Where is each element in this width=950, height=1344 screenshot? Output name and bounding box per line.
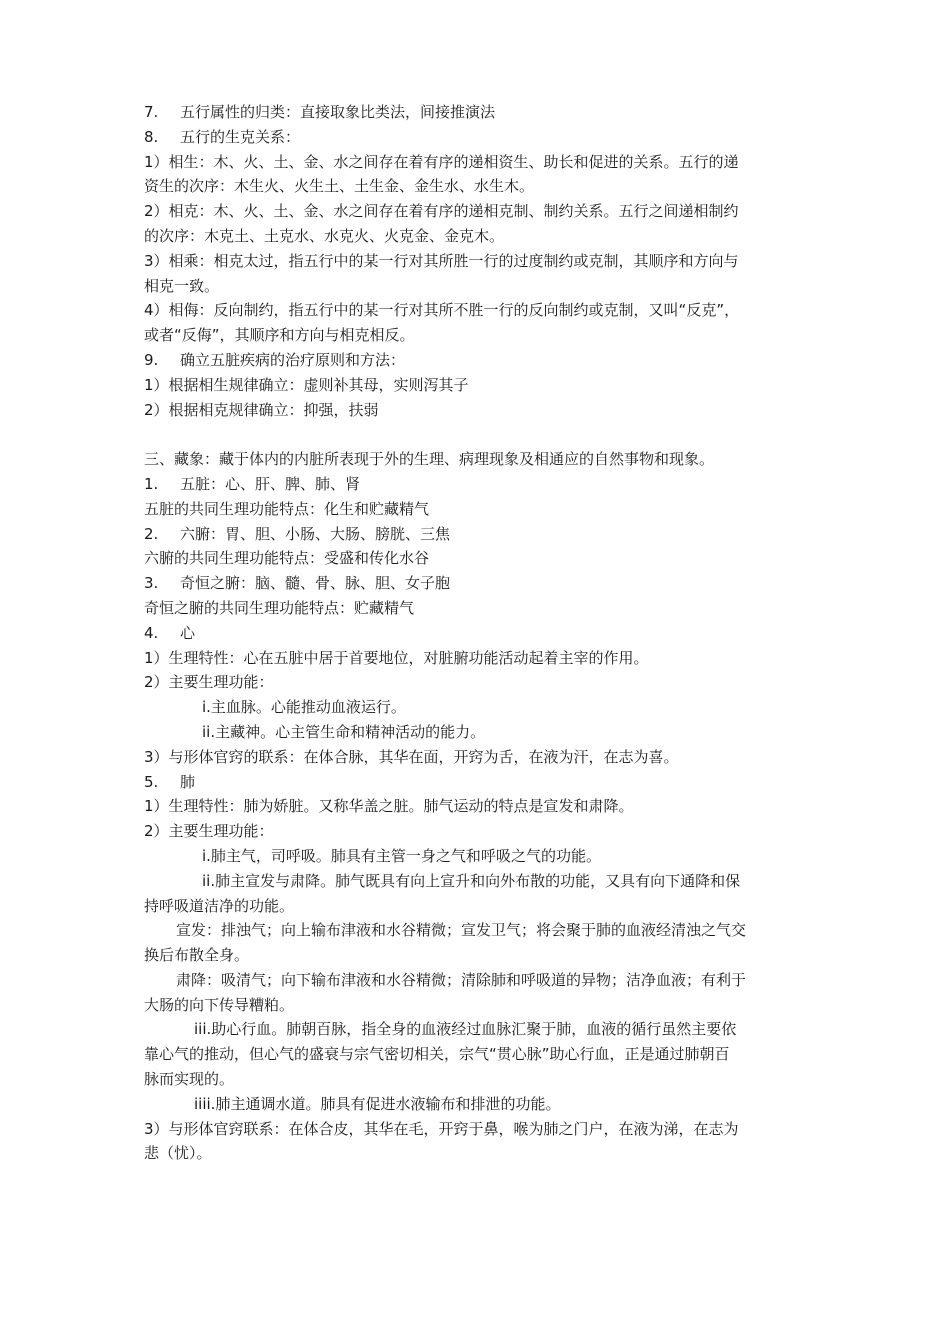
sub-item: ii.主藏神。心主管生命和精神活动的能力。 — [202, 722, 486, 741]
text-line: 相克一致。 — [144, 276, 220, 295]
text-line: 4）相侮：反向制约，指五行中的某一行对其所不胜一行的反向制约或克制，又叫“反克”， — [144, 301, 740, 320]
text-line: 3）与形体官窍联系：在体合皮，其华在毛，开窍于鼻，喉为肺之门户，在液为涕，在志为 — [144, 1119, 739, 1138]
item-text: 五行属性的归类：直接取象比类法，间接推演法 — [180, 103, 496, 121]
text-line: 1）生理特性：心在五脏中居于首要地位，对脏腑功能活动起着主宰的作用。 — [144, 648, 649, 667]
item-number: 3. — [144, 574, 159, 593]
document-page — [144, 100, 816, 1166]
item-text: 五行的生克关系： — [180, 127, 301, 146]
text-line: 奇恒之腑的共同生理功能特点：贮藏精气 — [144, 598, 415, 617]
text-line: 3）与形体官窍的联系：在体合脉，其华在面，开窍为舌，在液为汗，在志为喜。 — [144, 747, 679, 766]
item-number: 9. — [144, 350, 159, 369]
sub-item: iii.助心行血。肺朝百脉，指全身的血液经过血脉汇聚于肺，血液的循行虽然主要依 — [194, 1020, 737, 1039]
item-8 — [144, 125, 816, 150]
text-line: 肃降：吸清气；向下输布津液和水谷精微；清除肺和呼吸道的异物；洁净血液；有利于 — [176, 970, 747, 989]
item-text: 心 — [180, 623, 196, 642]
text-line: 大肠的向下传导糟粕。 — [144, 995, 295, 1014]
item-number: 7. — [144, 103, 159, 121]
text-line: 1）相生：木、火、土、金、水之间存在着有序的递相资生、助长和促进的关系。五行的递 — [144, 152, 739, 171]
item-number: 2. — [144, 524, 159, 543]
item-text: 确立五脏疾病的治疗原则和方法： — [180, 350, 406, 369]
text-line: 1）生理特性：肺为娇脏。又称华盖之脏。肺气运动的特点是宣发和肃降。 — [144, 797, 634, 816]
section-title: 三、藏象：藏于体内的内脏所表现于外的生理、病理现象及相通应的自然事物和现象。 — [144, 450, 715, 469]
item-text: 肺 — [180, 772, 196, 791]
text-line: 的次序：木克土、土克水、水克火、火克金、金克木。 — [144, 226, 505, 245]
item-text: 奇恒之腑：脑、髓、骨、脉、胆、女子胞 — [180, 574, 451, 593]
text-line: 或者“反侮”，其顺序和方向与相克相反。 — [144, 326, 415, 345]
text-line: 脉而实现的。 — [144, 1070, 235, 1089]
sub-item: i.主血脉。心能推动血液运行。 — [202, 698, 406, 717]
item-5 — [144, 770, 816, 795]
item-number: 1. — [144, 474, 159, 493]
sub-item: i.肺主气，司呼吸。肺具有主管一身之气和呼吸之气的功能。 — [202, 846, 601, 865]
item-7 — [144, 100, 816, 125]
item-1 — [144, 472, 816, 497]
text-line: 3）相乘：相克太过，指五行中的某一行对其所胜一行的过度制约或克制，其顺序和方向与 — [144, 251, 739, 270]
text-line: 资生的次序：木生火、火生土、土生金、金生水、水生木。 — [144, 177, 535, 196]
item-number: 4. — [144, 623, 159, 642]
item-number: 5. — [144, 772, 159, 791]
sub-item: iiii.肺主通调水道。肺具有促进水液输布和排泄的功能。 — [194, 1094, 561, 1113]
text-line: 2）相克：木、火、土、金、水之间存在着有序的递相克制、制约关系。五行之间递相制约 — [144, 202, 739, 221]
text-line: 六腑的共同生理功能特点：受盛和传化水谷 — [144, 549, 430, 568]
text-line: 悲（忧）。 — [144, 1144, 212, 1163]
text-line: 2）主要生理功能： — [144, 673, 274, 692]
text-line: 1）根据相生规律确立：虚则补其母，实则泻其子 — [144, 375, 469, 394]
text-line: 五脏的共同生理功能特点：化生和贮藏精气 — [144, 499, 430, 518]
item-3 — [144, 571, 816, 596]
text-line: 换后布散全身。 — [144, 946, 250, 965]
item-number: 8. — [144, 127, 159, 146]
item-4 — [144, 621, 816, 646]
blank-line — [144, 422, 816, 447]
item-9 — [144, 348, 816, 373]
sub-item: ii.肺主宣发与肃降。肺气既具有向上宣升和向外布散的功能，又具有向下通降和保 — [202, 871, 741, 890]
item-text: 六腑：胃、胆、小肠、大肠、膀胱、三焦 — [180, 524, 451, 543]
text-line: 持呼吸道洁净的功能。 — [144, 896, 295, 915]
text-line: 宣发：排浊气；向上输布津液和水谷精微；宣发卫气；将会聚于肺的血液经清浊之气交 — [176, 921, 747, 940]
item-text: 五脏：心、肝、脾、肺、肾 — [180, 474, 361, 493]
text-line: 靠心气的推动，但心气的盛衰与宗气密切相关，宗气“贯心脉”助心行血，正是通过肺朝百 — [144, 1045, 730, 1064]
item-2 — [144, 522, 816, 547]
text-line: 2）主要生理功能： — [144, 822, 274, 841]
text-line: 2）根据相克规律确立：抑强，扶弱 — [144, 400, 379, 419]
